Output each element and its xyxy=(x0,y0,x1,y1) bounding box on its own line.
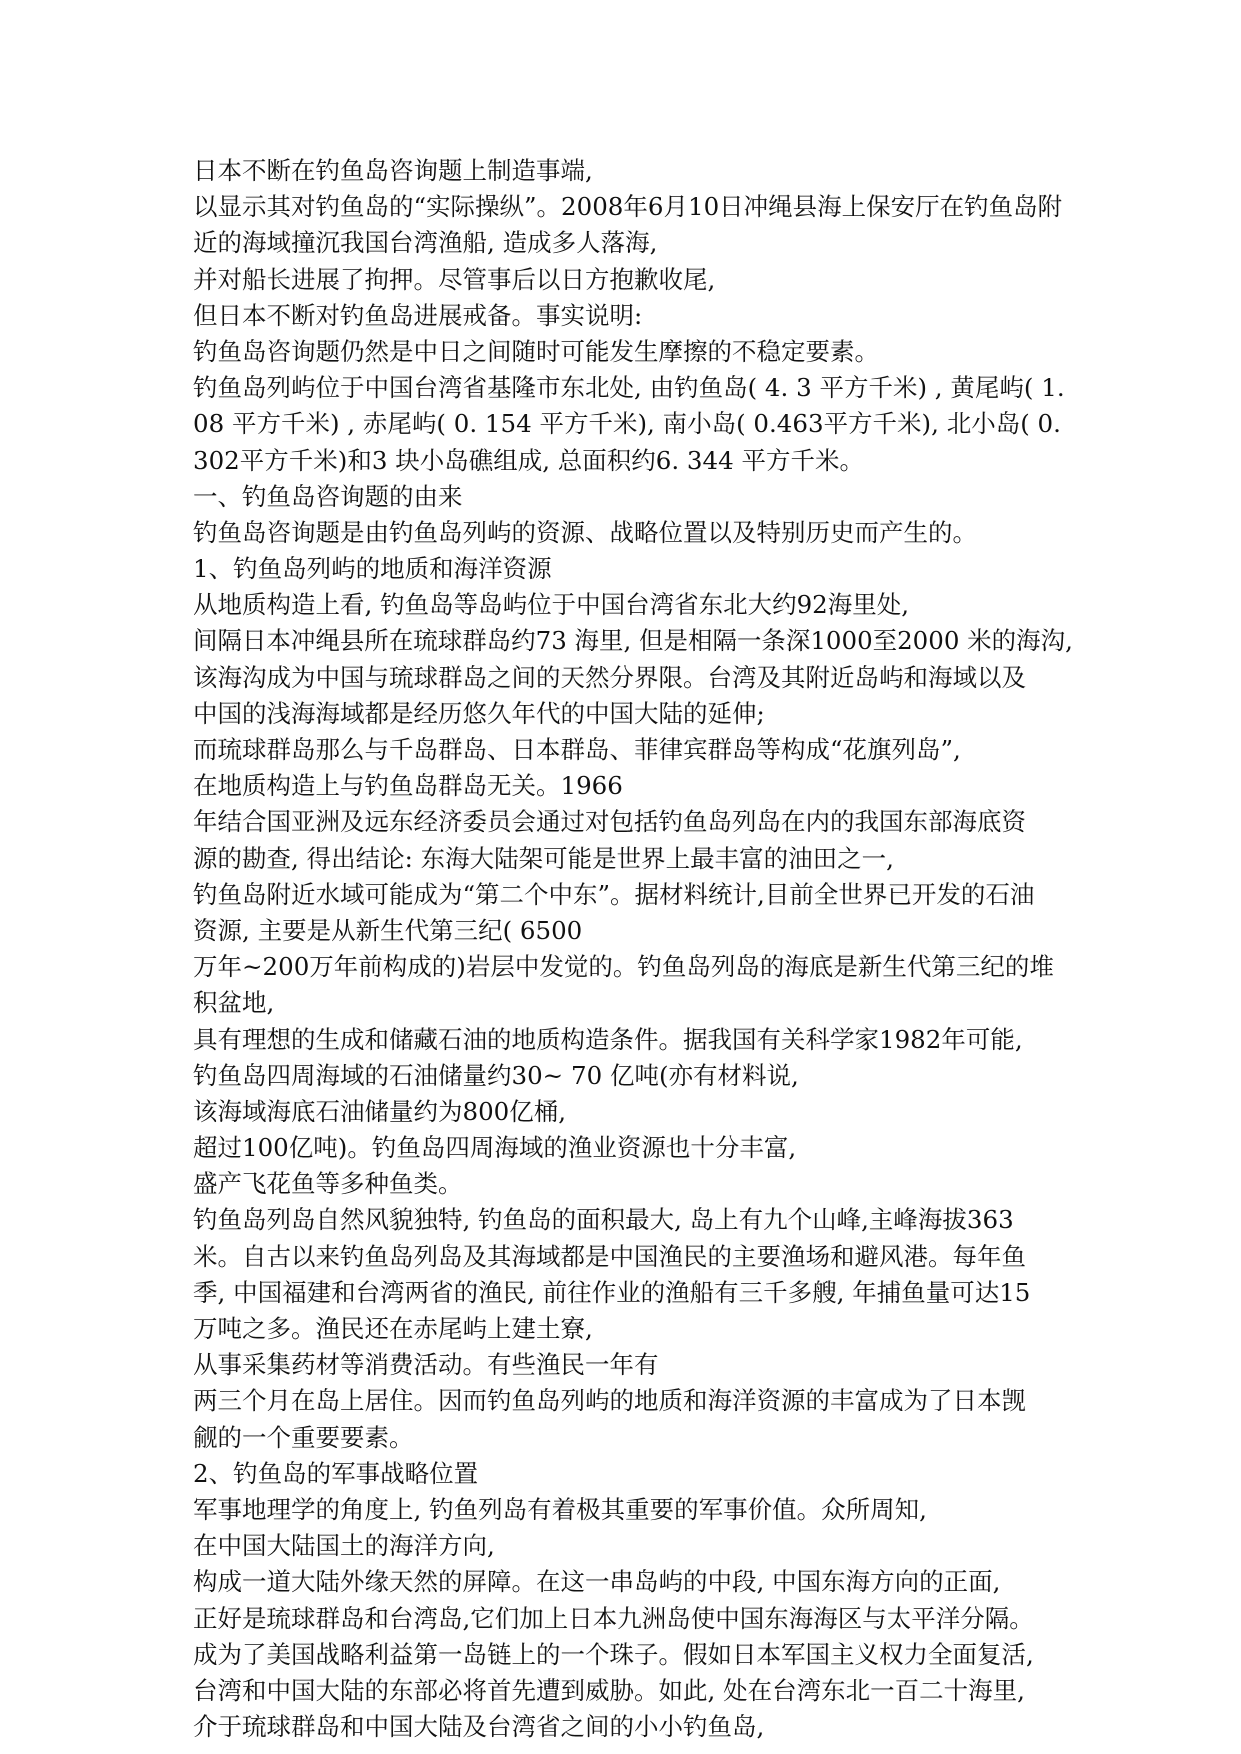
text-line: 两三个月在岛上居住。因而钓鱼岛列屿的地质和海洋资源的丰富成为了日本觊 xyxy=(193,1386,1026,1416)
text-line: 在中国大陆国土的海洋方向, xyxy=(193,1531,495,1561)
text-line: 年结合国亚洲及远东经济委员会通过对包括钓鱼岛列岛在内的我国东部海底资 xyxy=(193,807,1026,837)
text-line: 季, 中国福建和台湾两省的渔民, 前往作业的渔船有三千多艘, 年捕鱼量可达15 xyxy=(193,1277,1031,1307)
text-line: 盛产飞花鱼等多种鱼类。 xyxy=(193,1169,463,1199)
text-line: 钓鱼岛附近水域可能成为“第二个中东”。据材料统计,目前全世界已开发的石油 xyxy=(193,879,1035,909)
text-line: 积盆地, xyxy=(193,988,275,1018)
text-line: 觎的一个重要要素。 xyxy=(193,1422,414,1452)
text-line: 源的勘查, 得出结论: 东海大陆架可能是世界上最丰富的油田之一, xyxy=(193,843,894,873)
text-line: 该海域海底石油储量约为800亿桶, xyxy=(193,1096,567,1126)
text-line: 资源, 主要是从新生代第三纪( 6500 xyxy=(193,915,583,945)
text-line: 超过100亿吨)。钓鱼岛四周海域的渔业资源也十分丰富, xyxy=(193,1133,797,1163)
text-line: 1、钓鱼岛列屿的地质和海洋资源 xyxy=(193,554,552,584)
text-line: 中国的浅海海域都是经历悠久年代的中国大陆的延伸; xyxy=(193,698,765,728)
text-line: 米。自古以来钓鱼岛列岛及其海域都是中国渔民的主要渔场和避风港。每年鱼 xyxy=(193,1241,1026,1271)
text-line: 08 平方千米) , 赤尾屿( 0. 154 平方千米), 南小岛( 0.463平方千米), 北小岛( 0. xyxy=(193,409,1061,439)
text-line: 而琉球群岛那么与千岛群岛、日本群岛、菲律宾群岛等构成“花旗列岛”, xyxy=(193,735,961,764)
text-line: 台湾和中国大陆的东部必将首先遭到威胁。如此, 处在台湾东北一百二十海里, xyxy=(193,1675,1025,1705)
text-line: 302平方千米)和3 块小岛礁组成, 总面积约6. 344 平方千米。 xyxy=(193,445,864,475)
text-line: 钓鱼岛咨询题是由钓鱼岛列屿的资源、战略位置以及特别历史而产生的。 xyxy=(193,517,977,547)
text-line: 万年~200万年前构成的)岩层中发觉的。钓鱼岛列岛的海底是新生代第三纪的堆 xyxy=(193,952,1054,982)
text-line: 在地质构造上与钓鱼岛群岛无关。1966 xyxy=(193,771,623,801)
text-line: 一、钓鱼岛咨询题的由来 xyxy=(193,481,463,511)
text-line: 从事采集药材等消费活动。有些渔民一年有 xyxy=(193,1350,659,1380)
text-line: 钓鱼岛列岛自然风貌独特, 钓鱼岛的面积最大, 岛上有九个山峰,主峰海拔363 xyxy=(193,1205,1014,1235)
text-line: 成为了美国战略利益第一岛链上的一个珠子。假如日本军国主义权力全面复活, xyxy=(193,1639,1034,1669)
text-line: 钓鱼岛咨询题仍然是中日之间随时可能发生摩擦的不稳定要素。 xyxy=(193,336,879,366)
text-line: 介于琉球群岛和中国大陆及台湾省之间的小小钓鱼岛, xyxy=(193,1712,765,1742)
text-line: 间隔日本冲绳县所在琉球群岛约73 海里, 但是相隔一条深1000至2000 米的海沟, xyxy=(193,626,1073,656)
text-line: 但日本不断对钓鱼岛进展戒备。事实说明: xyxy=(193,300,643,330)
text-line: 军事地理学的角度上, 钓鱼列岛有着极其重要的军事价值。众所周知, xyxy=(193,1494,927,1524)
text-line: 以显示其对钓鱼岛的“实际操纵”。2008年6月10日冲绳县海上保安厅在钓鱼岛附 xyxy=(193,192,1063,222)
body-text xyxy=(193,153,1073,1745)
text-line: 万吨之多。渔民还在赤尾屿上建土寮, xyxy=(193,1314,593,1343)
text-line: 日本不断在钓鱼岛咨询题上制造事端, xyxy=(193,156,593,185)
text-line: 具有理想的生成和储藏石油的地质构造条件。据我国有关科学家1982年可能, xyxy=(193,1024,1023,1054)
text-line: 从地质构造上看, 钓鱼岛等岛屿位于中国台湾省东北大约92海里处, xyxy=(193,590,910,620)
text-line: 正好是琉球群岛和台湾岛,它们加上日本九洲岛使中国东海海区与太平洋分隔。 xyxy=(193,1603,1034,1633)
text-line: 2、钓鱼岛的军事战略位置 xyxy=(193,1458,479,1488)
text-line: 近的海域撞沉我国台湾渔船, 造成多人落海, xyxy=(193,228,658,258)
text-line: 钓鱼岛四周海域的石油储量约30~ 70 亿吨(亦有材料说, xyxy=(193,1060,799,1090)
text-line: 钓鱼岛列屿位于中国台湾省基隆市东北处, 由钓鱼岛( 4. 3 平方千米) , 黄尾屿( 1. xyxy=(193,373,1065,403)
text-line: 构成一道大陆外缘天然的屏障。在这一串岛屿的中段, 中国东海方向的正面, xyxy=(193,1567,1001,1597)
text-line: 并对船长进展了拘押。尽管事后以日方抱歉收尾, xyxy=(193,264,716,294)
text-line: 该海沟成为中国与琉球群岛之间的天然分界限。台湾及其附近岛屿和海域以及 xyxy=(193,662,1026,692)
